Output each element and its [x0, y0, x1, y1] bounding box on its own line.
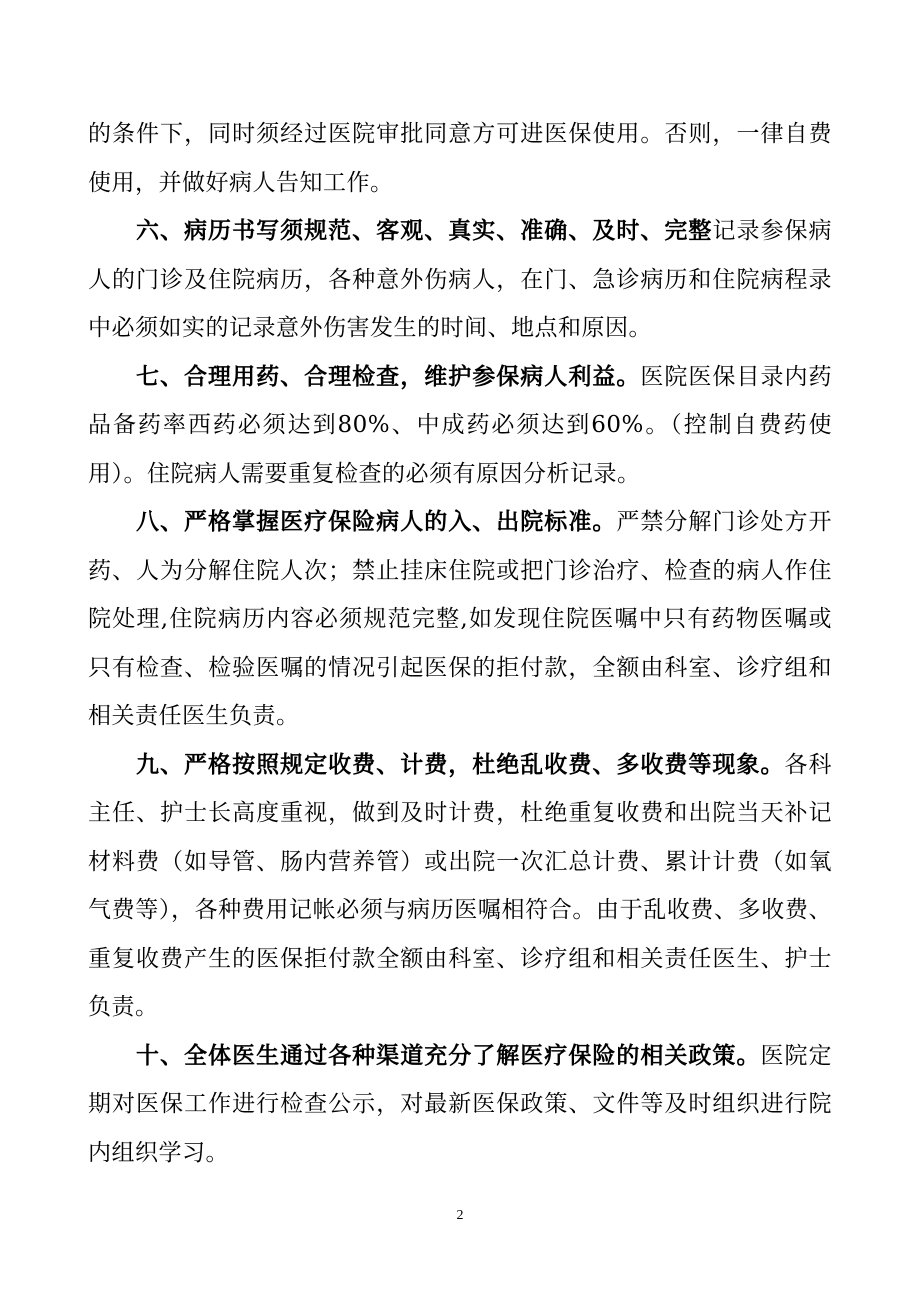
- paragraph-text: 记录参保病人的门诊及住院病历，各种意外伤病人，在门、急诊病历和住院病程录中必须如实的记录意外伤害发生的时间、地点和原因。: [88, 218, 833, 341]
- paragraph-text: 医院医保目录内药品备药率西药必须达到80%、中成药必须达到60%。（控制自费药使用）。住院病人需要重复检查的必须有原因分析记录。: [88, 363, 833, 487]
- paragraph-text: 的条件下，同时须经过医院审批同意方可进医保使用。否则，一律自费使用，并做好病人告知工作。: [88, 121, 832, 196]
- paragraph-lead: 七、合理用药、合理检查，维护参保病人利益。: [136, 362, 641, 390]
- paragraph-text: 医院定期对医保工作进行检查公示，对最新医保政策、文件等及时组织进行院内组织学习。: [88, 1042, 833, 1166]
- paragraph-continuation: [88, 110, 832, 207]
- paragraph-item-8: [88, 498, 832, 741]
- paragraph-lead: 十、全体医生通过各种渠道充分了解医疗保险的相关政策。: [136, 1041, 761, 1069]
- paragraph-text: 严禁分解门诊处方开药、人为分解住院人次；禁止挂床住院或把门诊治疗、检查的病人作住院处理,住院病历内容必须规范完整,如发现住院医嘱中只有药物医嘱或只有检查、检验医嘱的情况引起医保的拒付款，全额由科室、诊疗组和相关责任医生负责。: [88, 509, 833, 729]
- paragraph-item-10: [88, 1032, 832, 1178]
- paragraph-lead: 六、病历书写须规范、客观、真实、准确、及时、完整: [136, 217, 713, 244]
- paragraph-lead: 八、严格掌握医疗保险病人的入、出院标准。: [136, 508, 617, 535]
- paragraph-item-7: [88, 353, 832, 499]
- paragraph-lead: 九、严格按照规定收费、计费，杜绝乱收费、多收费等现象。: [136, 750, 785, 778]
- page-number: 2: [456, 1208, 464, 1223]
- paragraph-item-6: [88, 207, 832, 353]
- paragraph-item-9: [88, 741, 832, 1032]
- document-body: [88, 110, 832, 1177]
- paragraph-text: 各科主任、护士长高度重视，做到及时计费，杜绝重复收费和出院当天补记材料费（如导管、肠内营养管）或出院一次汇总计费、累计计费（如氧气费等），各种费用记帐必须与病历医嘱相符合。由于乱收费、多收费、重复收费产生的医保拒付款全额由科室、诊疗组和相关责任医生、护士负责。: [88, 751, 833, 1020]
